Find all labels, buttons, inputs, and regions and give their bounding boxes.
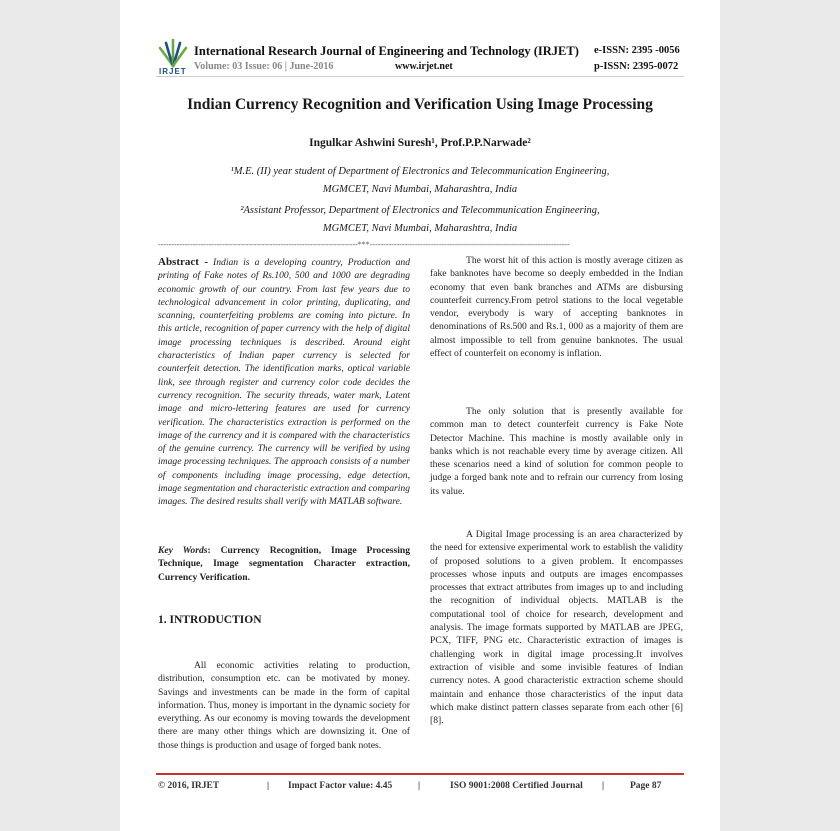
footer-impact-factor: Impact Factor value: 4.45 [288,781,393,791]
header-divider [156,76,684,77]
authors: Ingulkar Ashwini Suresh¹, Prof.P.P.Narwade² [309,137,531,149]
paper-page [120,0,720,831]
footer-page-number: Page 87 [630,781,662,791]
footer-divider [156,773,684,775]
section-divider: ---------------------------------------------------------------------------***--------------------------------------------------------------------------- [158,240,570,249]
introduction-heading: 1. INTRODUCTION [158,614,262,626]
right-paragraph-2 [430,405,683,498]
right-paragraph-3 [430,528,683,727]
footer-separator-2: | [418,781,421,791]
paper-title: Indian Currency Recognition and Verification Using Image Processing [187,96,653,113]
abstract-label: Abstract - [158,256,208,268]
footer-copyright: © 2016, IRJET [158,781,220,791]
volume-issue: Volume: 03 Issue: 06 | June-2016 [194,61,334,72]
right-paragraph-2-text: The only solution that is presently available for common man to detect counterfeit currency is Fake Note Detector Machine. This machine is mostly available only in banks which is not reachable every time by average citizen. All these scenarios need a kind of solution for common people to judge a forged bank note and to refrain our currency from losing its value. [430,406,683,497]
eissn: e-ISSN: 2395 -0056 [594,45,680,56]
introduction-text: All economic activities relating to production, distribution, consumption etc. can be motivated by money. Savings and investments can be made in the form of capital information. Thus, money is important in the dynamic society for everything. As our economy is moving towards the development there are many other things which are downsizing it. One of those things is production and usage of forged bank notes. [158,660,410,751]
affiliation-1: ¹M.E. (II) year student of Department of Electronics and Telecommunication Engineering, [230,166,610,177]
logo-text: IRJET [159,67,187,76]
right-paragraph-1-text: The worst hit of this action is mostly average citizen as fake banknotes have become so deeply embedded in the Indian economy that even bank branches and ATMs are disbursing counterfeit currency.From petrol stations to the local vegetable vendor, everybody is wary of accepting banknotes in denominations of Rs.500 and Rs.1, 000 as a majority of them are almost impossible to tell from genuine banknotes. The usual effect of counterfeit on economy is inflation. [430,255,683,360]
footer-iso: ISO 9001:2008 Certified Journal [450,781,583,791]
keywords-label: Key Words [158,545,208,556]
abstract [158,256,410,509]
pissn: p-ISSN: 2395-0072 [594,61,679,72]
keywords-text: : Currency Recognition, Image Processing Technique, Image segmentation Character extraction, Currency Verification. [158,545,410,583]
introduction-paragraph [158,659,410,752]
keywords [158,544,410,584]
journal-website[interactable]: www.irjet.net [395,61,453,72]
journal-title: International Research Journal of Engineering and Technology (IRJET) [194,44,579,58]
footer-separator-1: | [267,781,270,791]
affiliation-1-location: MGMCET, Navi Mumbai, Maharashtra, India [322,184,518,195]
right-paragraph-1 [430,254,683,360]
affiliation-2-location: MGMCET, Navi Mumbai, Maharashtra, India [322,223,518,234]
affiliation-2: ²Assistant Professor, Department of Electronics and Telecommunication Engineering, [240,205,600,216]
abstract-text: Indian is a developing country, Production and printing of Fake notes of Rs.100, 500 and 1000 are degrading economic growth of our country. From last few years due to technological advancement in color printing, duplicating, and scanning, counterfeiting problems are coming into picture. In this article, recognition of paper currency with the help of digital image processing techniques is described. Around eight characteristics of Indian paper currency is selected for counterfeit detection. The identification marks, optical variable link, see through register and currency color code decides the currency recognition. The security threads, water mark, Latent image and micro-lettering features are used for currency verification. The characteristics extraction is performed on the image of the currency and it is compared with the characteristics of the genuine currency. The currency will be verified by using image processing techniques. The approach consists of a number of components including image processing, edge detection, image segmentation and characteristic extraction and comparing images. The desired results shall verify with MATLAB software. [158,257,410,508]
right-paragraph-3-text: A Digital Image processing is an area characterized by the need for extensive experimental work to establish the validity of proposed solutions to a given problem. It encompasses processes whose inputs and outputs are images encompasses processes that extract attributes from images up to and including the recognition of individual objects. MATLAB is the computational tool of choice for research, development and analysis. The image formats supported by MATLAB are JPEG, PCX, TIFF, PNG etc. Characteristic extraction of images is challenging work in digital image processing.It involves extraction of visible and some invisible features of Indian currency notes. A good characteristic extraction scheme should maintain and enhance those characteristics of the input data which make distinct pattern classes separate from each other [6] [8]. [430,529,683,727]
footer-separator-3: | [602,781,605,791]
